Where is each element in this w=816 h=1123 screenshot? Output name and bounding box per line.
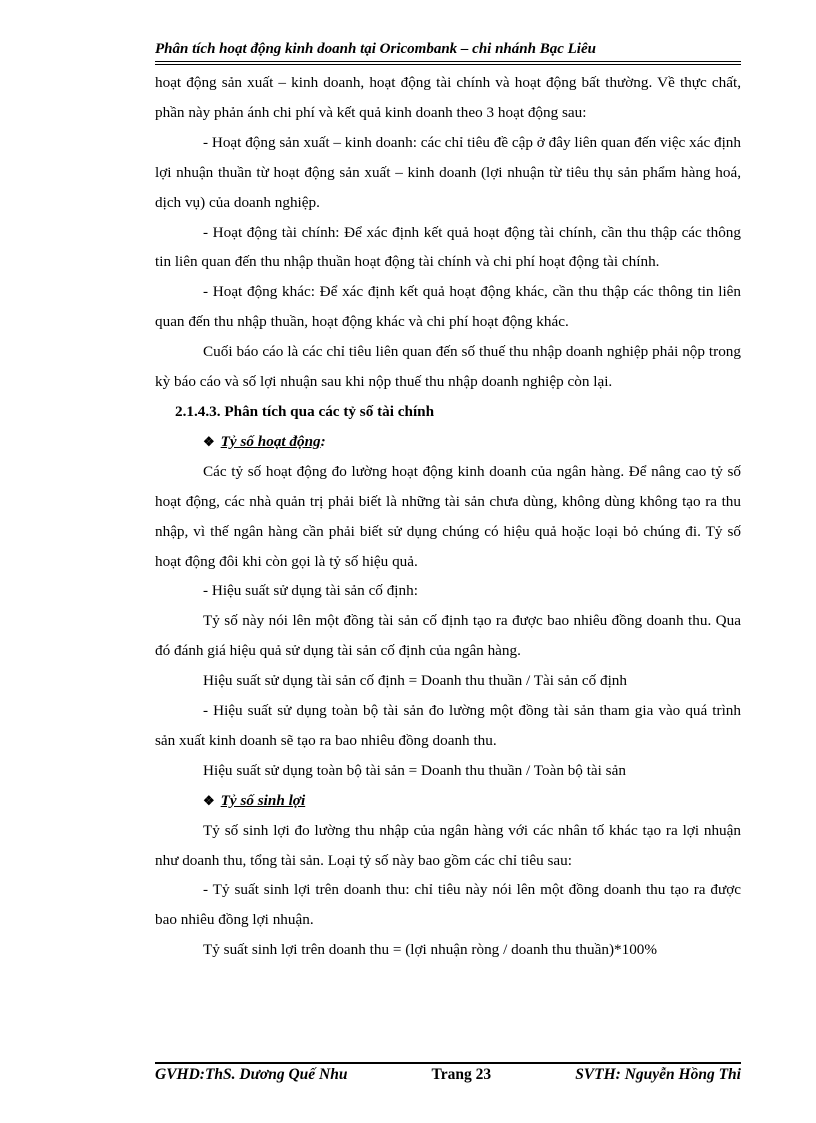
footer-page-number: Trang 23: [431, 1066, 492, 1083]
footer-rule: [155, 1062, 741, 1064]
page-footer: [155, 1066, 741, 1084]
paragraph: Cuối báo cáo là các chỉ tiêu liên quan đến số thuế thu nhập doanh nghiệp phải nộp trong kỳ báo cáo và số lợi nhuận sau khi nộp thuế thu nhập doanh nghiệp còn lại.: [155, 343, 741, 391]
bullet-heading-profitability: [155, 786, 741, 816]
diamond-bullet-icon: ❖: [203, 792, 215, 808]
paragraph: - Hiệu suất sử dụng toàn bộ tài sản đo lường một đồng tài sản tham gia vào quá trình sản xuất kinh doanh sẽ tạo ra bao nhiêu đồng doanh thu.: [155, 702, 741, 749]
page-header: [155, 40, 741, 58]
formula: Hiệu suất sử dụng toàn bộ tài sản = Doanh thu thuần / Toàn bộ tài sản: [203, 761, 626, 779]
paragraph: - Hoạt động tài chính: Để xác định kết quả hoạt động tài chính, cần thu thập các thông tin liên quan đến thu nhập thuần hoạt động tài chính và chi phí hoạt động tài chính.: [155, 223, 741, 271]
paragraph: hoạt động sản xuất – kinh doanh, hoạt động tài chính và hoạt động bất thường. Về thực chất, phần này phản ánh chi phí và kết quả kinh doanh theo 3 hoạt động sau:: [155, 74, 741, 121]
header-rule-top: [155, 61, 741, 62]
paragraph: - Hoạt động sản xuất – kinh doanh: các chỉ tiêu đề cập ở đây liên quan đến việc xác định lợi nhuận thuần từ hoạt động sản xuất – kinh doanh (lợi nhuận từ tiêu thụ sản phẩm hàng hoá, dịch vụ) của doanh nghiệp.: [155, 133, 741, 211]
header-rule-bottom: [155, 64, 741, 65]
paragraph: Các tỷ số hoạt động đo lường hoạt động kinh doanh của ngân hàng. Để nâng cao tỷ số hoạt động, các nhà quản trị phải biết là những tài sản chưa dùng, không dùng không tạo ra thu nhập, vì thế ngân hàng cần phải biết sử dụng chúng có hiệu quả hoặc loại bỏ chúng đi. Tỷ số hoạt động đôi khi còn gọi là tỷ số hiệu quả.: [155, 462, 741, 570]
formula: Tỷ suất sinh lợi trên doanh thu = (lợi nhuận ròng / doanh thu thuần)*100%: [203, 941, 658, 959]
paragraph: - Hiệu suất sử dụng tài sản cố định:: [203, 582, 418, 600]
paragraph: - Tỷ suất sinh lợi trên doanh thu: chỉ tiêu này nói lên một đồng doanh thu tạo ra được bao nhiêu đồng lợi nhuận.: [155, 881, 741, 929]
section-heading: 2.1.4.3. Phân tích qua các tỷ số tài chính: [175, 402, 435, 420]
diamond-bullet-icon: ❖: [203, 433, 215, 449]
bullet-heading-label: Tỷ số hoạt động: [220, 432, 321, 450]
formula: Hiệu suất sử dụng tài sản cố định = Doanh thu thuần / Tài sản cố định: [203, 672, 627, 690]
footer-student: SVTH: Nguyễn Hồng Thi: [575, 1066, 741, 1083]
bullet-heading-activity: [155, 427, 741, 457]
paragraph: Tỷ số sinh lợi đo lường thu nhập của ngân hàng với các nhân tố khác tạo ra lợi nhuận như doanh thu, tổng tài sản. Loại tỷ số này bao gồm các chỉ tiêu sau:: [155, 821, 741, 869]
bullet-heading-label: Tỷ số sinh lợi: [220, 791, 306, 809]
document-body: [155, 68, 741, 965]
header-title: Phân tích hoạt động kinh doanh tại Oricombank – chi nhánh Bạc Liêu: [155, 41, 596, 57]
footer-advisor: GVHD:ThS. Dương Quế Nhu: [155, 1066, 348, 1083]
bullet-heading-suffix: :: [320, 432, 326, 450]
paragraph: Tỷ số này nói lên một đồng tài sản cố định tạo ra được bao nhiêu đồng doanh thu. Qua đó đánh giá hiệu quả sử dụng tài sản cố định của ngân hàng.: [155, 612, 741, 660]
paragraph: - Hoạt động khác: Để xác định kết quả hoạt động khác, cần thu thập các thông tin liên quan đến thu nhập thuần, hoạt động khác và chi phí hoạt động khác.: [155, 283, 741, 331]
